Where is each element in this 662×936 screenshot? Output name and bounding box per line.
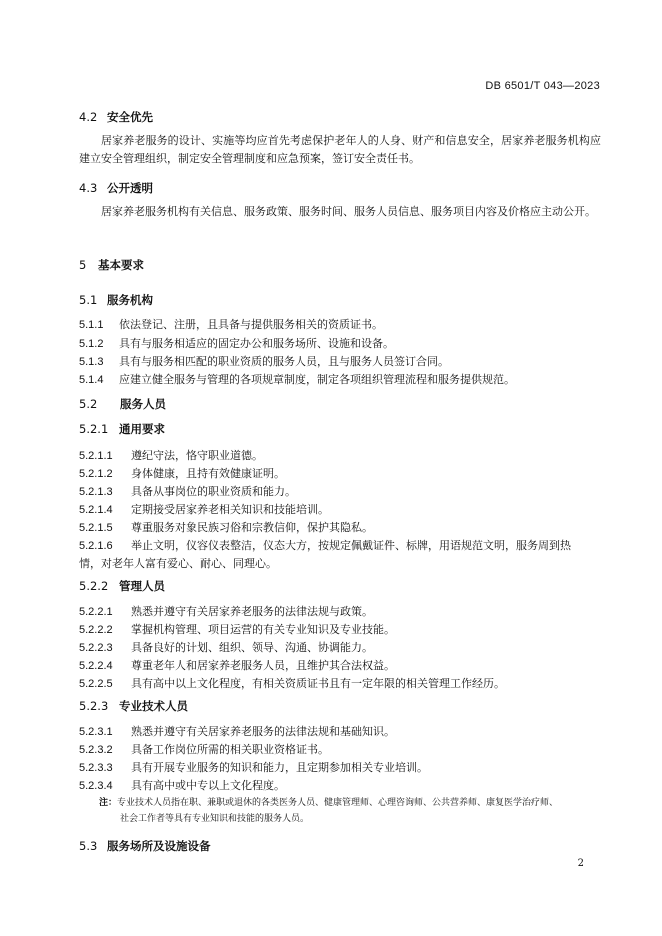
item-number: 5.1.1 <box>79 319 104 331</box>
item-text: 具有高中或中专以上文化程度。 <box>131 779 285 792</box>
item-text: 具有与服务相匹配的职业资质的服务人员，且与服务人员签订合同。 <box>119 355 449 368</box>
section-number: 4.3 <box>79 181 98 195</box>
section-number: 5.2 <box>79 397 98 411</box>
item-text: 依法登记、注册，且具备与提供服务相关的资质证书。 <box>119 318 383 331</box>
chapter-number: 5 <box>79 258 87 272</box>
item-text: 熟悉并遵守有关居家养老服务的法律法规和基础知识。 <box>131 725 395 738</box>
item-number: 5.1.3 <box>79 356 104 368</box>
list-item <box>79 335 394 351</box>
subsection-number: 5.2.1 <box>79 422 109 436</box>
subsection-title: 管理人员 <box>119 579 165 593</box>
item-text: 遵纪守法，恪守职业道德。 <box>131 449 263 462</box>
paragraph-4-3: 居家养老服务机构有关信息、服务政策、服务时间、服务人员信息、服务项目内容及价格应主动公开。 <box>101 205 596 218</box>
item-number: 5.2.1.6 <box>79 540 113 552</box>
subsection-heading-5-2-1 <box>79 421 165 437</box>
section-heading-5-1 <box>79 292 153 308</box>
subsection-heading-5-2-3 <box>79 698 188 714</box>
item-text: 定期接受居家养老相关知识和技能培训。 <box>131 503 329 516</box>
item-number: 5.2.2.1 <box>79 606 113 618</box>
item-text: 具备工作岗位所需的相关职业资格证书。 <box>131 743 329 756</box>
item-number: 5.2.3.3 <box>79 762 113 774</box>
list-item <box>79 316 383 332</box>
list-item <box>79 371 515 387</box>
document-code: DB 6501/T 043—2023 <box>485 80 600 92</box>
list-item <box>79 675 505 691</box>
item-text: 尊重老年人和居家养老服务人员，且维护其合法权益。 <box>131 659 395 672</box>
item-number: 5.2.3.1 <box>79 726 113 738</box>
list-item <box>79 741 329 757</box>
list-item-continuation: 情，对老年人富有爱心、耐心、同理心。 <box>79 557 277 570</box>
section-title: 服务机构 <box>107 293 153 307</box>
item-number: 5.2.2.5 <box>79 678 113 690</box>
item-text: 具备从事岗位的职业资质和能力。 <box>131 485 296 498</box>
section-number: 4.2 <box>79 110 98 124</box>
page-number: 2 <box>577 858 584 869</box>
paragraph-4-2: 居家养老服务的设计、实施等均应首先考虑保护老年人的人身、财产和信息安全，居家养老服务机构应建立安全管理组织，制定安全管理制度和应急预案，签订安全责任书。 <box>79 134 601 165</box>
list-item <box>79 723 395 739</box>
section-number: 5.3 <box>79 839 98 853</box>
item-text: 掌握机构管理、项目运营的有关专业知识及专业技能。 <box>131 623 395 636</box>
note-text: 专业技术人员指在职、兼职或退休的各类医务人员、健康管理师、心理咨询师、公共营养师、康复医学治疗师、 <box>117 798 559 808</box>
list-item <box>79 759 428 775</box>
subsection-title: 通用要求 <box>119 422 165 436</box>
section-title: 公开透明 <box>107 181 153 195</box>
subsection-number: 5.2.2 <box>79 579 109 593</box>
section-title: 服务人员 <box>120 397 166 411</box>
section-heading-5-2 <box>79 396 166 412</box>
section-number: 5.1 <box>79 293 98 307</box>
item-number: 5.2.1.3 <box>79 486 113 498</box>
item-number: 5.2.3.4 <box>79 780 113 792</box>
item-number: 5.2.2.3 <box>79 642 113 654</box>
item-text: 应建立健全服务与管理的各项规章制度，制定各项组织管理流程和服务提供规范。 <box>119 373 515 386</box>
item-number: 5.2.3.2 <box>79 744 113 756</box>
subsection-title: 专业技术人员 <box>119 699 188 713</box>
item-number: 5.2.1.1 <box>79 450 113 462</box>
list-item <box>79 621 395 637</box>
note-continuation: 社会工作者等具有专业知识和技能的服务人员。 <box>120 814 310 824</box>
item-number: 5.2.1.4 <box>79 504 113 516</box>
item-text: 具有高中以上文化程度，有相关资质证书且有一定年限的相关管理工作经历。 <box>131 677 505 690</box>
list-item <box>79 353 449 369</box>
item-number: 5.1.2 <box>79 338 104 350</box>
subsection-number: 5.2.3 <box>79 699 109 713</box>
section-heading-4-3 <box>79 180 153 196</box>
item-text: 熟悉并遵守有关居家养老服务的法律法规与政策。 <box>131 605 373 618</box>
item-number: 5.2.2.2 <box>79 624 113 636</box>
list-item <box>79 657 395 673</box>
list-item <box>79 537 571 553</box>
list-item <box>79 603 373 619</box>
list-item <box>79 483 296 499</box>
chapter-title: 基本要求 <box>98 258 144 272</box>
item-text: 举止文明，仪容仪表整洁，仪态大方，按规定佩戴证件、标牌，用语规范文明，服务周到热 <box>131 539 571 552</box>
item-number: 5.2.1.2 <box>79 468 113 480</box>
item-text: 身体健康，且持有效健康证明。 <box>131 467 285 480</box>
list-item <box>79 519 373 535</box>
list-item <box>79 465 285 481</box>
subsection-heading-5-2-2 <box>79 578 165 594</box>
item-text: 尊重服务对象民族习俗和宗教信仰，保护其隐私。 <box>131 521 373 534</box>
list-item <box>79 777 285 793</box>
chapter-heading-5 <box>79 257 144 273</box>
note-label: 注： <box>99 798 118 808</box>
item-number: 5.2.1.5 <box>79 522 113 534</box>
section-title: 服务场所及设施设备 <box>107 839 211 853</box>
section-heading-5-3 <box>79 838 211 854</box>
list-item <box>79 501 329 517</box>
list-item <box>79 639 373 655</box>
note <box>99 795 604 827</box>
list-item <box>79 447 263 463</box>
item-text: 具有开展专业服务的知识和能力，且定期参加相关专业培训。 <box>131 761 428 774</box>
section-heading-4-2 <box>79 109 153 125</box>
item-text: 具备良好的计划、组织、领导、沟通、协调能力。 <box>131 641 373 654</box>
section-title: 安全优先 <box>107 110 153 124</box>
item-text: 具有与服务相适应的固定办公和服务场所、设施和设备。 <box>119 337 394 350</box>
item-number: 5.2.2.4 <box>79 660 113 672</box>
item-number: 5.1.4 <box>79 374 104 386</box>
